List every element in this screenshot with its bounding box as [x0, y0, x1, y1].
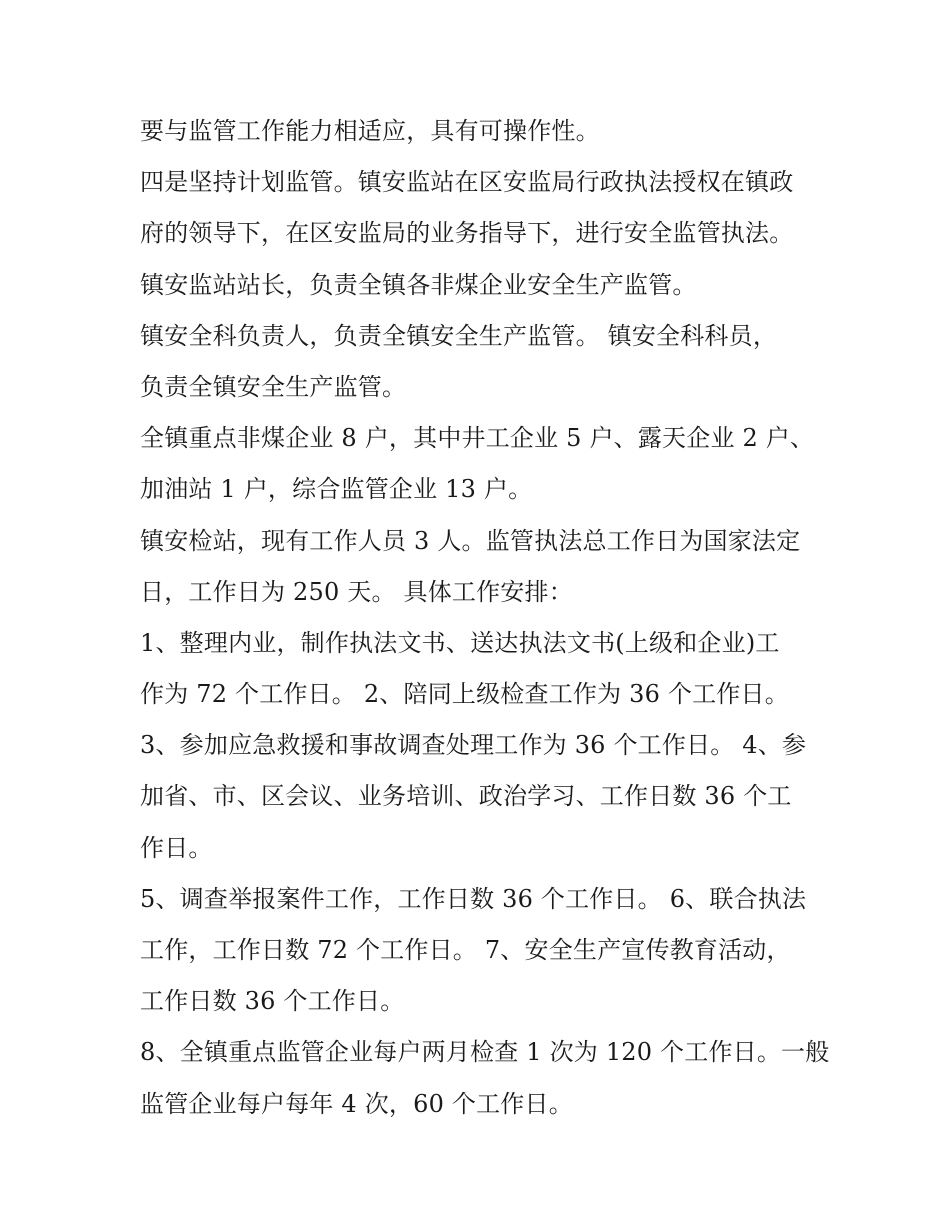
text-line: 作为 72 个工作日。 2、陪同上级检查工作为 36 个工作日。	[140, 680, 789, 709]
text-line: 负责全镇安全生产监管。	[140, 372, 407, 401]
text-line: 工作，工作日数 72 个工作日。 7、安全生产宣传教育活动，	[140, 936, 791, 964]
text-line: 工作日数 36 个工作日。	[140, 987, 405, 1016]
text-line: 镇安全科负责人，负责全镇安全生产监管。 镇安全科科员，	[140, 321, 778, 350]
text-line: 府的领导下，在区安监局的业务指导下，进行安全监管执法。	[140, 219, 794, 248]
text-line: 作日。	[140, 833, 213, 862]
text-line: 要与监管工作能力相适应，具有可操作性。	[140, 117, 600, 145]
text-line: 8、全镇重点监管企业每户两月检查 1 次为 120 个工作日。一般	[140, 1038, 830, 1067]
text-line: 全镇重点非煤企业 8 户，其中井工企业 5 户、露天企业 2 户、	[140, 424, 815, 453]
text-line: 1、整理内业，制作执法文书、送达执法文书(上级和企业)工	[140, 628, 780, 657]
text-line: 3、参加应急救援和事故调查处理工作为 36 个工作日。 4、参	[140, 731, 807, 760]
text-line: 5、调查举报案件工作，工作日数 36 个工作日。 6、联合执法	[140, 884, 807, 913]
text-line: 镇安检站，现有工作人员 3 人。监管执法总工作日为国家法定	[140, 526, 801, 555]
text-line: 加省、市、区会议、业务培训、政治学习、工作日数 36 个工	[140, 782, 792, 811]
text-line: 镇安监站站长，负责全镇各非煤企业安全生产监管。	[140, 270, 697, 299]
text-line: 加油站 1 户，综合监管企业 13 户。	[140, 475, 533, 504]
document-body	[140, 106, 830, 1130]
text-line: 监管企业每户每年 4 次，60 个工作日。	[140, 1089, 573, 1118]
text-line: 四是坚持计划监管。镇安监站在区安监局行政执法授权在镇政	[140, 168, 794, 197]
text-line: 日，工作日为 250 天。 具体工作安排：	[140, 577, 573, 606]
